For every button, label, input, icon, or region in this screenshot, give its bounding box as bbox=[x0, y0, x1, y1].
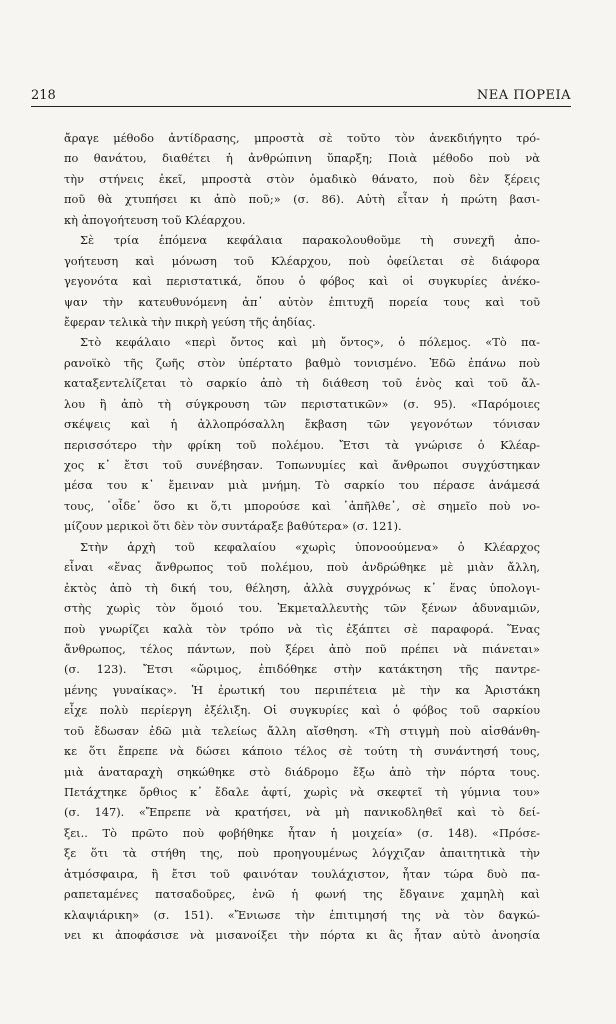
text-line: τους, ῾οἶδε᾽ ὅσο κι ὅ,τι μπορούσε καὶ ῾ἀπῆλθε᾽, σὲ σημεῖο ποὺ νο- bbox=[64, 498, 540, 513]
text-line: Στὴν ἀρχὴ τοῦ κεφαλαίου «χωρὶς ὑπονοούμενα» ὁ Κλέαρχος bbox=[80, 539, 540, 554]
text-line: πο θανάτου, διαθέτει ἡ ἀνθρώπινη ὕπαρξη; Ποιὰ μέθοδο ποὺ νὰ bbox=[64, 151, 540, 166]
text-line: ἄραγε μέθοδο ἀντίδρασης, μπροστὰ σὲ τοῦτο τὸν ἀνεκδιήγητο τρό- bbox=[64, 131, 540, 145]
text-line: κλαψιάρικη» (σ. 151). «Ἔνιωσε τὴν ἐπιτιμησή της νὰ τὸν δαγκώ- bbox=[64, 907, 540, 922]
text-line: γεγονότα καὶ περιστατικά, ὅπου ὁ φόβος καὶ οἱ συγκυρίες ἀνέκο- bbox=[64, 274, 540, 289]
page-number: 218 bbox=[31, 88, 56, 103]
text-line: ξει.. Τὸ πρῶτο ποὺ φοβήθηκε ἦταν ἡ μοιχεία» (σ. 148). «Πρόσε- bbox=[64, 825, 540, 840]
text-line: ἄνθρωπος, τέλος πάντων, ποὺ ξέρει ἀπὸ ποῦ πρέπει νὰ πιάνεται» bbox=[64, 641, 540, 656]
running-title: ΝΕΑ ΠΟΡΕΙΑ bbox=[476, 88, 571, 103]
text-line: (σ. 147). «Ἔπρεπε νὰ κρατήσει, νὰ μὴ πανικοδληθεῖ καὶ τὸ δεί- bbox=[64, 805, 540, 820]
text-line: εἶχε πολὺ περίεργη ἐξέλιξη. Οἱ συγκυρίες καὶ ὁ φόβος τοῦ σαρκίου bbox=[64, 703, 540, 718]
text-line: κε ὅτι ἔπρεπε νὰ δώσει κάποιο τέλος σὲ τούτη τὴ συνάντησή τους, bbox=[64, 744, 540, 759]
text-line: Πετάχτηκε ὄρθιος κ᾽ ἔδαλε ἀφτί, χωρὶς νὰ σκεφτεῖ τὴ γύμνια του» bbox=[64, 785, 540, 799]
text-line: καταξεντελίζεται τὸ σαρκίο ἀπὸ τὴ διάθεση τοῦ ἑνὸς καὶ τοῦ ἄλ- bbox=[64, 376, 540, 391]
text-line: νει κι ἀποφάσισε νὰ μισανοίξει τὴν πόρτα κι ἂς ἦταν αὐτὸ ἀνοησία bbox=[64, 928, 540, 943]
text-line: Σὲ τρία ἑπόμενα κεφάλαια παρακολουθοῦμε τὴ συνεχῆ ἀπο- bbox=[80, 233, 540, 248]
text-line: Στὸ κεφάλαιο «περὶ ὄντος καὶ μὴ ὄντος», ὁ πόλεμος. «Τὸ πα- bbox=[80, 335, 540, 350]
text-line: μίζουν μερικοὶ ὅτι δὲν τὸν συντάραξε βαθύτερα» (σ. 121). bbox=[64, 519, 402, 534]
text-line: ψαν τὴν κατευθυνόμενη ἀπ᾽ αὐτὸν ἐπιτυχῆ πορεία τους καὶ τοῦ bbox=[64, 294, 540, 309]
text-line: μέσα του κ᾽ ἔμειναν μιὰ μνήμη. Τὸ σαρκίο του πέρασε ἀνάμεσά bbox=[64, 478, 540, 493]
text-line: ξε ὅτι τὰ στήθη της, ποὺ προηγουμένως λόγχιζαν ἀπαιτητικὰ τὴν bbox=[64, 846, 540, 861]
text-line: ραπεταμένες πατσαδοῦρες, ἐνῶ ἡ φωνή της ἔδγαινε χαμηλὴ καὶ bbox=[64, 887, 540, 902]
text-line: ποὺ γνωρίζει καλὰ τὸν τρόπο νὰ τὶς ἐξάπτει σὲ παραφορά. Ἕνας bbox=[64, 621, 540, 636]
text-line: περισσότερο τὴν φρίκη τοῦ πολέμου. Ἔτσι τὰ γνώρισε ὁ Κλέαρ- bbox=[64, 437, 540, 452]
text-line: κὴ ἀπογοήτευση τοῦ Κλέαρχου. bbox=[64, 212, 246, 227]
text-line: χος κ᾽ ἔτσι τοῦ συνέβησαν. Τοπωνυμίες καὶ ἄνθρωποι συγχύστηκαν bbox=[64, 458, 540, 472]
text-line: τὴν στήνεις ἐκεῖ, μπροστὰ στὸν ὁμαδικὸ θάνατο, ποὺ δὲν ξέρεις bbox=[64, 171, 540, 186]
page-header bbox=[31, 86, 571, 107]
text-line: εἶναι «ἕνας ἄνθρωπος τοῦ πολέμου, ποὺ ἀνδρώθηκε μὲ μιὰν ἄλλη, bbox=[64, 560, 540, 575]
text-line: ποῦ θὰ χτυπήσει κι ἀπὸ ποῦ;» (σ. 86). Αὐτὴ εἶταν ἡ πρώτη βασι- bbox=[64, 192, 540, 207]
text-line: μένης γυναίκας». Ἡ ἐρωτική του περιπέτεια μὲ τὴν κα Ἀριστάκη bbox=[64, 682, 540, 697]
text-line: μιὰ ἀναταραχὴ σηκώθηκε στὸ διάδρομο ἔξω ἀπὸ τὴν πόρτα τους. bbox=[64, 764, 540, 779]
text-line: τοῦ ἔδωσαν ἐδῶ μιὰ τελείως ἄλλη αἴσθηση. «Τὴ στιγμὴ ποὺ αἰσθάνθη- bbox=[64, 723, 540, 738]
text-line: ρανοϊκὸ τῆς ζωῆς στὸν ὑπέρτατο βαθμὸ τονισμένο. Ἐδῶ ἐπάνω ποὺ bbox=[64, 355, 540, 370]
text-line: στὴς χωρὶς τὸν ὅμοιό του. Ἐκμεταλλευτὴς τῶν ξένων ἀδυναμιῶν, bbox=[64, 601, 540, 616]
text-line: (σ. 123). Ἔτσι «ὥριμος, ἐπιδόθηκε στὴν κατάκτηση τῆς παντρε- bbox=[64, 662, 540, 677]
text-line: γοήτευση καὶ μόνωση τοῦ Κλέαρχου, ποὺ ὀφείλεται σὲ διάφορα bbox=[64, 253, 540, 268]
text-line: ἔφεραν τελικὰ τὴν πικρὴ γεύση τῆς ἀηδίας. bbox=[64, 314, 316, 329]
text-line: σκέψεις καὶ ἡ ἀλλοπρόσαλλη ἔκβαση τῶν γεγονότων τόνισαν bbox=[64, 417, 540, 432]
text-line: ἐκτὸς ἀπὸ τὴ δική του, θέληση, ἀλλὰ συγχρόνως κ᾽ ἕνας ὑπολογι- bbox=[64, 580, 540, 595]
text-line: ἀτμόσφαιρα, ἢ ἔτσι τοῦ φαινόταν τουλάχιστον, ἦταν τώρα δυὸ πα- bbox=[64, 866, 540, 881]
body-text bbox=[64, 128, 540, 946]
text-line: λου ἢ ἀπὸ τὴ σύγκρουση τῶν περιστατικῶν» (σ. 95). «Παρόμοιες bbox=[64, 396, 540, 411]
